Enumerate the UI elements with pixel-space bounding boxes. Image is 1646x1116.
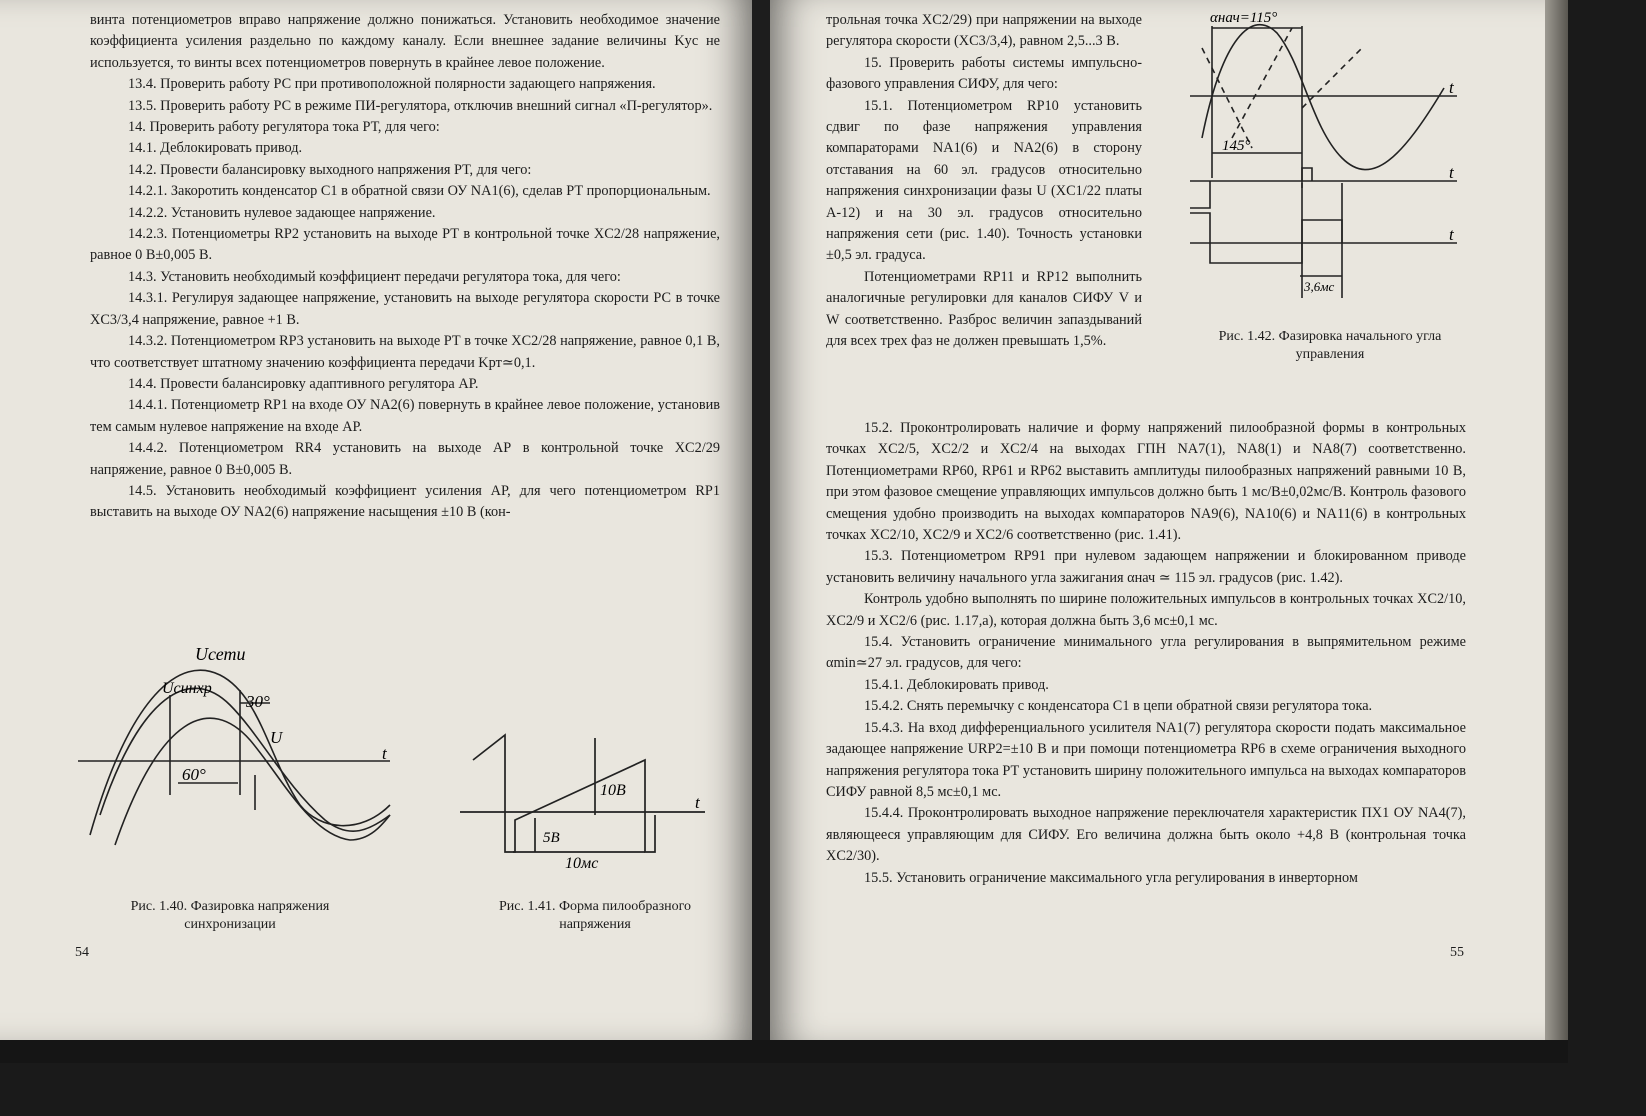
paragraph: 14.3.1. Регулируя задающее напряжение, установить на выходе регулятора скорости РС в точке XC3/3,4 напряжение, равное +1 В.	[90, 290, 720, 328]
page-number-right: 55	[1450, 945, 1464, 960]
paragraph: 14.2.2. Установить нулевое задающее напряжение.	[128, 204, 436, 221]
paragraph: 15.4. Установить ограничение минимального угла регулирования в выпрямительном режиме αmin≃27 эл. градусов, для чего:	[826, 634, 1466, 672]
label-10v: 10В	[600, 782, 626, 799]
left-page-text	[90, 10, 720, 524]
paragraph: 14.4.1. Потенциометр RP1 на входе ОУ NA2(6) повернуть в крайнее левое положение, установив тем самым нулевое напряжение на входе АР.	[90, 397, 720, 435]
label-t: t	[695, 793, 700, 812]
paragraph: 14. Проверить работу регулятора тока РТ, для чего:	[128, 119, 440, 136]
paragraph: 15.4.1. Деблокировать привод.	[864, 676, 1049, 693]
label-t-2: t	[1449, 163, 1454, 182]
paragraph: 15.2. Проконтролировать наличие и форму напряжений пилообразной формы в контрольных точках XC2/5, XC2/2 и XC2/4 на выходах ГПН NA7(1), NA8(1) и NA8(7) соответственно. Потенциометрами RP60, RP61 и RP62 выставить амплитуды пилообразных напряжений равными 10 В, при этом фазовое смещение управляющих импульсов должно быть 1 мс/В±0,02мс/В. Контроль фазового смещения удобно производить на выходах компараторов NA9(6), NA10(6) и NA11(6) в контрольных точках XC2/10, XC2/9 и XC2/6 соответственно (рис. 1.41).	[826, 420, 1466, 544]
figure-1-42	[1182, 8, 1467, 308]
paragraph: 14.4.2. Потенциометром RR4 установить на выходе АР в контрольной точке XC2/29 напряжение, равное 0 В±0,005 В.	[90, 440, 720, 478]
paragraph: 15.1. Потенциометром RP10 установить сдвиг по фазе напряжения управления компараторами NA1(6) и NA2(6) в сторону отставания на 60 эл. градусов относительно напряжения синхронизации фазы U (XC1/22 платы А-12) и на 30 эл. градусов относительно напряжения сети (рис. 1.40). Точность установки ±0,5 эл. градуса.	[826, 97, 1142, 264]
label-t-3: t	[1449, 225, 1454, 244]
right-page-narrow-text	[826, 10, 1142, 353]
label-10ms: 10мс	[565, 855, 599, 870]
book-gutter	[752, 0, 770, 1040]
page-number-left: 54	[75, 945, 89, 960]
paragraph: 15.5. Установить ограничение максимального угла регулирования в инверторном	[864, 869, 1358, 886]
paragraph: 13.4. Проверить работу РС при противоположной полярности задающего напряжения.	[128, 76, 656, 93]
label-useti: Uсети	[195, 644, 246, 664]
paragraph: 15.4.2. Снять перемычку с конденсатора С1 в цепи обратной связи регулятора тока.	[864, 698, 1373, 715]
paragraph: 14.1. Деблокировать привод.	[128, 140, 303, 157]
label-145-deg: 145°	[1222, 138, 1251, 154]
paragraph: 14.5. Установить необходимый коэффициент усиления АР, для чего потенциометром RP1 выставить на выходе ОУ NA2(6) напряжение насыщения ±10 В (кон-	[90, 482, 720, 521]
paragraph: 14.2.3. Потенциометры RP2 установить на выходе РТ в контрольной точке XC2/28 напряжение, равное 0 В±0,005 В.	[90, 226, 720, 264]
paragraph: 14.3.2. Потенциометром RP3 установить на выходе РТ в точке XC2/28 напряжение, равное 0,1 В, что соответствует штатному значению коэффициента передачи Kрт≃0,1.	[90, 333, 720, 371]
paragraph: трольная точка XC2/29) при напряжении на выходе регулятора скорости (XC3/3,4), равном 2,5...3 В.	[826, 12, 1142, 50]
right-page	[770, 0, 1545, 1040]
label-30-deg: 30°	[246, 692, 270, 711]
label-3-6ms: 3,6мс	[1304, 279, 1335, 294]
paragraph: 14.3. Установить необходимый коэффициент передачи регулятора тока, для чего:	[128, 268, 621, 285]
paragraph: винта потенциометров вправо напряжение должно понижаться. Установить необходимое значение коэффициента усиления раздельно по каждому каналу. Если внешнее задание величины Kус не используется, то винты всех потенциометров повернуть в крайнее левое положение.	[90, 12, 720, 71]
sawtooth-wave	[473, 735, 655, 852]
paragraph: 13.5. Проверить работу РС в режиме ПИ-регулятора, отключив внешний сигнал «П-регулятор».	[128, 97, 713, 114]
figure-1-42-caption: Рис. 1.42. Фазировка начального угла управления	[1218, 329, 1442, 362]
paragraph: 15.4.4. Проконтролировать выходное напряжение переключателя характеристик ПХ1 ОУ NA4(7), являющееся управляющим для СИФУ. Его величина должна быть около +4,8 В (контрольная точка XC2/30).	[826, 805, 1466, 865]
paragraph: 14.2.1. Закоротить конденсатор С1 в обратной связи ОУ NA1(6), сделав РТ пропорциональным.	[128, 183, 711, 200]
paragraph: 14.4. Провести балансировку адаптивного регулятора АР.	[128, 375, 479, 392]
page-edges	[1545, 0, 1568, 1063]
paragraph: 15.3. Потенциометром RP91 при нулевом задающем напряжении и блокированном приводе установить величину начального угла зажигания αнач ≃ 115 эл. градусов (рис. 1.42).	[826, 548, 1466, 586]
label-60-deg: 60°	[182, 765, 206, 784]
paragraph: Контроль удобно выполнять по ширине положительных импульсов в контрольных точках XC2/10, XC2/9 и XC2/6 (рис. 1.17,а), которая должна быть 3,6 мс±0,1 мс.	[826, 591, 1466, 629]
left-page	[0, 0, 752, 1040]
label-usinhr: Uсинхр	[162, 680, 212, 697]
label-5v: 5В	[543, 830, 560, 846]
label-u: U	[270, 728, 283, 747]
paragraph: Потенциометрами RP11 и RP12 выполнить аналогичные регулировки для каналов СИФУ V и W соответственно. Разброс величин запаздываний для всех трех фаз не должен превышать 1,5%.	[826, 268, 1142, 350]
label-t: t	[382, 744, 387, 763]
paragraph: 15. Проверить работы системы импульсно-фазового управления СИФУ, для чего:	[826, 54, 1142, 93]
bottom-shadow	[0, 1040, 1568, 1063]
paragraph: 15.4.3. На вход дифференциального усилителя NA1(7) регулятора скорости подать максимальное задающее напряжение URP2=±10 В и при помощи потенциометра RP6 в схеме ограничения выходного напряжения регулятора тока РТ установить ширину положительного импульса на выходах компараторов СИФУ равной 8,5 мс±0,1 мс.	[826, 719, 1466, 800]
figure-1-40-caption: Рис. 1.40. Фазировка напряжения синхронизации	[130, 899, 330, 932]
paragraph: 14.2. Провести балансировку выходного напряжения РТ, для чего:	[128, 161, 532, 178]
figure-1-41-caption: Рис. 1.41. Форма пилообразного напряжения	[498, 899, 692, 932]
label-t-1: t	[1449, 78, 1454, 97]
right-page-wide-text	[826, 418, 1466, 889]
figure-1-41	[455, 720, 715, 870]
figure-1-40	[70, 635, 400, 885]
label-alpha-start: αнач=115°	[1210, 10, 1278, 26]
